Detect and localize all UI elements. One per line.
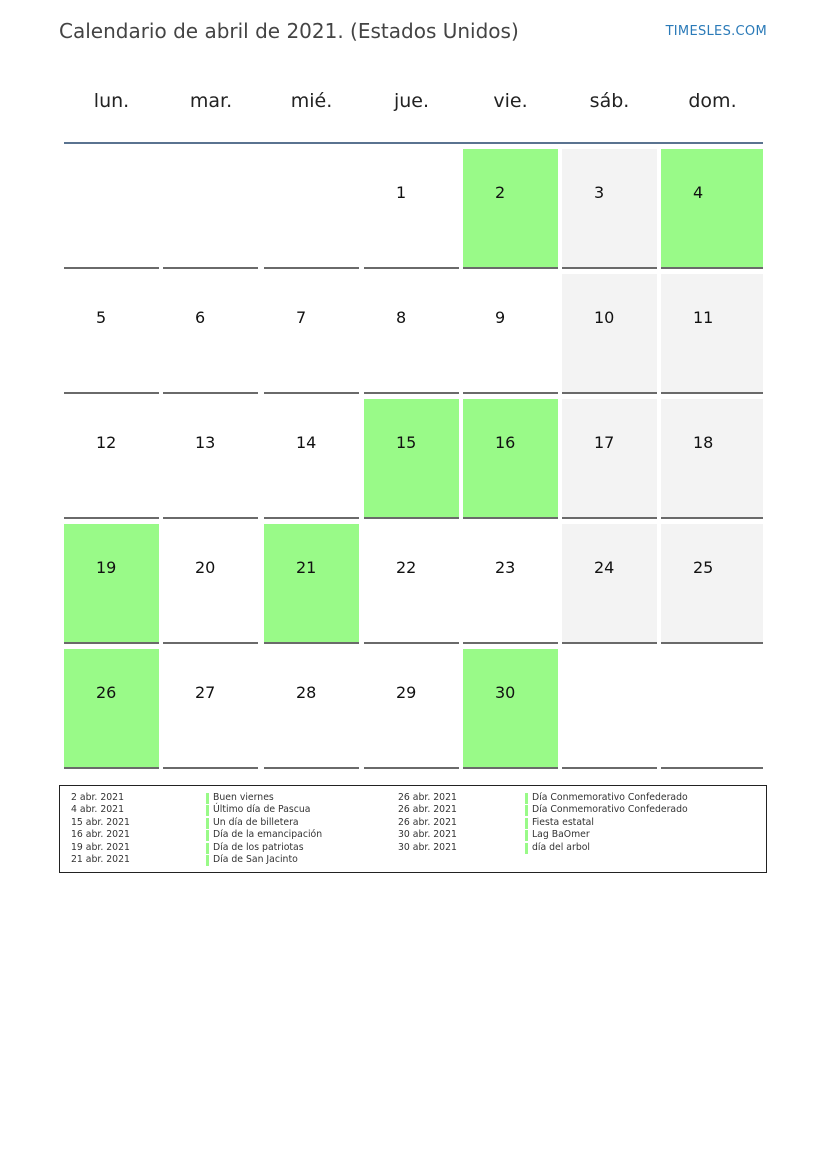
- legend-date: 26 abr. 2021: [398, 792, 457, 803]
- day-number: 1: [396, 183, 407, 202]
- day-cell[interactable]: [463, 649, 558, 769]
- legend-holiday-name: Día de la emancipación: [206, 829, 322, 841]
- legend-date: 30 abr. 2021: [398, 829, 457, 841]
- day-cell[interactable]: [562, 524, 657, 644]
- legend-holiday-name: día del arbol: [525, 842, 688, 854]
- day-number: 2: [495, 183, 506, 202]
- empty-day-cell: [562, 649, 657, 769]
- empty-day-cell: [264, 149, 359, 269]
- legend-date: 19 abr. 2021: [71, 841, 130, 853]
- day-cell[interactable]: [264, 399, 359, 519]
- day-cell[interactable]: [163, 274, 258, 394]
- day-cell[interactable]: [562, 149, 657, 269]
- day-number: 27: [195, 683, 216, 702]
- weekday-label: jue.: [393, 90, 430, 112]
- day-cell[interactable]: [562, 399, 657, 519]
- day-cell[interactable]: [364, 524, 459, 644]
- day-cell[interactable]: [463, 274, 558, 394]
- weekday-label: dom.: [688, 90, 737, 112]
- day-cell[interactable]: [64, 274, 159, 394]
- legend-date: 30 abr. 2021: [398, 841, 457, 853]
- weekday-label: lun.: [93, 90, 130, 112]
- day-cell[interactable]: [264, 649, 359, 769]
- weekday-label: vie.: [493, 90, 528, 112]
- legend-dates-right: [398, 792, 457, 854]
- day-number: 22: [396, 558, 417, 577]
- legend-date: 21 abr. 2021: [71, 853, 130, 865]
- legend-dates-left: [71, 792, 130, 866]
- day-cell[interactable]: [562, 274, 657, 394]
- legend-holiday-name: Día de San Jacinto: [206, 854, 322, 866]
- day-cell[interactable]: [661, 399, 763, 519]
- day-cell[interactable]: [163, 524, 258, 644]
- day-number: 3: [594, 183, 605, 202]
- legend-holiday-name: Día Conmemorativo Confederado: [525, 804, 688, 816]
- day-number: 11: [693, 308, 714, 327]
- weekday-label: mar.: [189, 90, 233, 112]
- legend-names-left: [206, 792, 322, 866]
- empty-day-cell: [64, 149, 159, 269]
- header-divider: [64, 142, 763, 144]
- day-cell[interactable]: [264, 524, 359, 644]
- day-cell[interactable]: [364, 274, 459, 394]
- day-number: 28: [296, 683, 317, 702]
- day-number: 30: [495, 683, 516, 702]
- day-number: 18: [693, 433, 714, 452]
- legend-date: 4 abr. 2021: [71, 804, 125, 816]
- day-number: 26: [96, 683, 117, 702]
- day-number: 25: [693, 558, 714, 577]
- day-number: 9: [495, 308, 506, 327]
- day-cell[interactable]: [364, 399, 459, 519]
- day-cell[interactable]: [64, 524, 159, 644]
- day-cell[interactable]: [661, 524, 763, 644]
- page-title: Calendario de abril de 2021. (Estados Unidos): [59, 19, 519, 43]
- empty-day-cell: [163, 149, 258, 269]
- weekday-header: [64, 90, 763, 120]
- day-cell[interactable]: [463, 399, 558, 519]
- day-cell[interactable]: [661, 149, 763, 269]
- holiday-legend: [59, 785, 767, 873]
- legend-holiday-name: Último día de Pascua: [206, 804, 322, 816]
- day-cell[interactable]: [163, 399, 258, 519]
- legend-holiday-name: Un día de billetera: [206, 817, 322, 829]
- day-number: 29: [396, 683, 417, 702]
- brand-logo[interactable]: TIMESLES.COM: [665, 24, 767, 39]
- day-number: 12: [96, 433, 117, 452]
- day-cell[interactable]: [163, 649, 258, 769]
- day-number: 21: [296, 558, 317, 577]
- legend-names-right: [525, 792, 688, 854]
- day-number: 7: [296, 308, 307, 327]
- day-number: 17: [594, 433, 615, 452]
- day-number: 19: [96, 558, 117, 577]
- day-number: 15: [396, 433, 417, 452]
- day-number: 8: [396, 308, 407, 327]
- day-number: 4: [693, 183, 704, 202]
- day-number: 6: [195, 308, 206, 327]
- day-number: 24: [594, 558, 615, 577]
- legend-date: 26 abr. 2021: [398, 816, 457, 828]
- legend-date: 26 abr. 2021: [398, 804, 457, 816]
- day-number: 10: [594, 308, 615, 327]
- legend-holiday-name: Buen viernes: [206, 792, 322, 804]
- weekday-label: mié.: [290, 90, 333, 112]
- day-number: 14: [296, 433, 317, 452]
- legend-holiday-name: Fiesta estatal: [525, 817, 688, 829]
- day-number: 23: [495, 558, 516, 577]
- legend-holiday-name: Día de los patriotas: [206, 842, 322, 854]
- day-cell[interactable]: [64, 399, 159, 519]
- legend-date: 16 abr. 2021: [71, 829, 130, 841]
- day-cell[interactable]: [64, 649, 159, 769]
- weekday-label: sáb.: [589, 90, 630, 112]
- day-number: 13: [195, 433, 216, 452]
- empty-day-cell: [661, 649, 763, 769]
- day-number: 16: [495, 433, 516, 452]
- day-cell[interactable]: [463, 524, 558, 644]
- day-number: 20: [195, 558, 216, 577]
- legend-date: 15 abr. 2021: [71, 816, 130, 828]
- day-cell[interactable]: [264, 274, 359, 394]
- legend-holiday-name: Día Conmemorativo Confederado: [525, 792, 688, 804]
- legend-date: 2 abr. 2021: [71, 792, 125, 803]
- day-number: 5: [96, 308, 107, 327]
- day-cell[interactable]: [364, 649, 459, 769]
- day-cell[interactable]: [364, 149, 459, 269]
- legend-holiday-name: Lag BaOmer: [525, 829, 688, 841]
- day-cell[interactable]: [463, 149, 558, 269]
- day-cell[interactable]: [661, 274, 763, 394]
